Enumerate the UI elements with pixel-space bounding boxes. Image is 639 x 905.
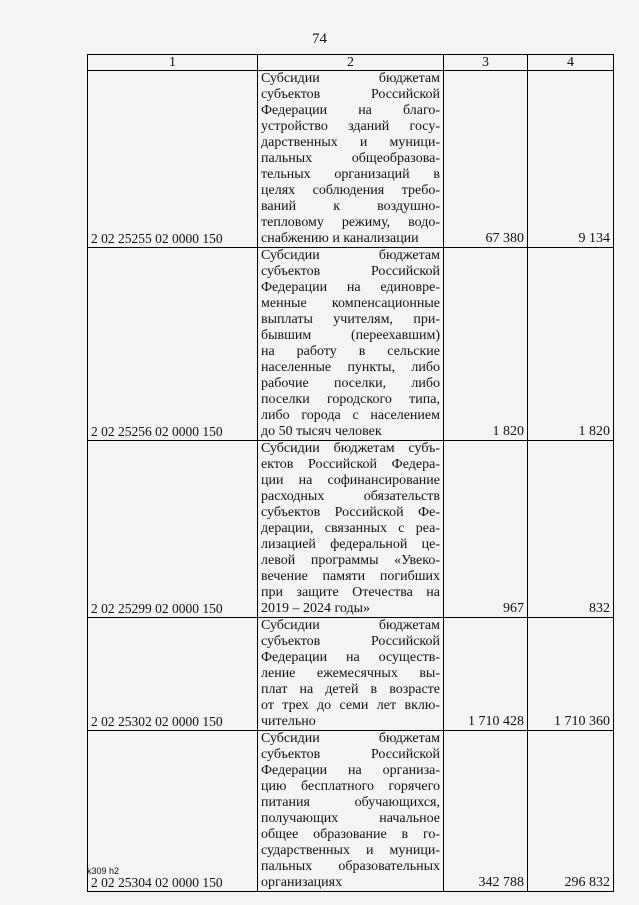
budget-code-cell: 2 02 25299 02 0000 150 bbox=[88, 441, 258, 618]
budget-code-cell: 2 02 25255 02 0000 150 bbox=[88, 71, 258, 248]
description-line: пальных образовательных bbox=[261, 859, 440, 874]
description-line: ление ежемесячных вы- bbox=[261, 666, 440, 681]
header-row bbox=[88, 55, 614, 71]
budget-code-cell: 2 02 25304 02 0000 150 bbox=[88, 731, 258, 892]
description-line: тепловому режиму, водо- bbox=[261, 215, 440, 230]
description-line: до 50 тысяч человек bbox=[261, 424, 382, 439]
description-line: снабжению и канализации bbox=[261, 231, 419, 246]
amount-col-4: 9 134 bbox=[528, 71, 614, 248]
description-line: устройство зданий госу- bbox=[261, 119, 440, 134]
description-line: 2019 – 2024 годы» bbox=[261, 601, 371, 616]
amount-col-3: 67 380 bbox=[444, 71, 528, 248]
description-line: населенные пункты, либо bbox=[261, 360, 440, 375]
description-line: вечение памяти погибших bbox=[261, 569, 440, 584]
amount-col-4: 1 820 bbox=[528, 248, 614, 441]
description-cell bbox=[258, 441, 444, 618]
description-cell bbox=[258, 71, 444, 248]
header-col-2: 2 bbox=[258, 55, 444, 71]
amount-col-4: 1 710 360 bbox=[528, 618, 614, 731]
budget-table bbox=[87, 54, 614, 892]
amount-col-3: 1 710 428 bbox=[444, 618, 528, 731]
description-line: питания обучающихся, bbox=[261, 795, 440, 810]
description-line: либо города с населением bbox=[261, 408, 440, 423]
budget-code-cell: 2 02 25256 02 0000 150 bbox=[88, 248, 258, 441]
amount-col-4: 832 bbox=[528, 441, 614, 618]
description-line: общее образование в го- bbox=[261, 827, 440, 842]
description-line: Федерации на организа- bbox=[261, 763, 440, 778]
description-line: Субсидии бюджетам субъ- bbox=[261, 441, 440, 456]
description-line: Федерации на благо- bbox=[261, 103, 440, 118]
description-line: цию бесплатного горячего bbox=[261, 779, 440, 794]
table-row bbox=[88, 248, 614, 441]
amount-col-3: 967 bbox=[444, 441, 528, 618]
description-cell bbox=[258, 731, 444, 892]
description-line: организациях bbox=[261, 875, 343, 890]
description-line: левой программы «Увеко- bbox=[261, 553, 440, 568]
table-row bbox=[88, 618, 614, 731]
description-cell bbox=[258, 618, 444, 731]
description-line: дарственных и муници- bbox=[261, 135, 440, 150]
description-line: субъектов Российской bbox=[261, 264, 440, 279]
description-line: лизацией федеральной це- bbox=[261, 537, 440, 552]
page-number: 74 bbox=[312, 31, 327, 47]
footer-code: k309 h2 bbox=[87, 866, 120, 876]
description-line: дерации, связанных с реа- bbox=[261, 521, 440, 536]
description-line: чительно bbox=[261, 714, 316, 729]
amount-col-3: 342 788 bbox=[444, 731, 528, 892]
description-line: сударственных и муници- bbox=[261, 843, 440, 858]
budget-code-cell: 2 02 25302 02 0000 150 bbox=[88, 618, 258, 731]
description-line: плат на детей в возрасте bbox=[261, 682, 440, 697]
description-line: Субсидии бюджетам bbox=[261, 248, 440, 263]
description-line: поселки городского типа, bbox=[261, 392, 440, 407]
description-line: Федерации на единовре- bbox=[261, 280, 440, 295]
description-line: от трех до семи лет вклю- bbox=[261, 698, 440, 713]
description-line: выплаты учителям, при- bbox=[261, 312, 440, 327]
table-row bbox=[88, 71, 614, 248]
description-line: Субсидии бюджетам bbox=[261, 731, 440, 746]
description-line: ектов Российской Федера- bbox=[261, 457, 440, 472]
table-row bbox=[88, 441, 614, 618]
description-line: субъектов Российской bbox=[261, 747, 440, 762]
description-line: при защите Отечества на bbox=[261, 585, 440, 600]
description-line: целях соблюдения требо- bbox=[261, 183, 440, 198]
description-line: Федерации на осуществ- bbox=[261, 650, 440, 665]
description-cell bbox=[258, 248, 444, 441]
description-line: ваний к воздушно- bbox=[261, 199, 440, 214]
description-line: бывшим (переехавшим) bbox=[261, 328, 440, 343]
description-line: ции на софинансирование bbox=[261, 473, 440, 488]
description-line: получающих начальное bbox=[261, 811, 440, 826]
table-body bbox=[88, 71, 614, 892]
description-line: тельных организаций в bbox=[261, 167, 440, 182]
description-line: пальных общеобразова- bbox=[261, 151, 440, 166]
description-line: Субсидии бюджетам bbox=[261, 71, 440, 86]
description-line: субъектов Российской Фе- bbox=[261, 505, 440, 520]
amount-col-4: 296 832 bbox=[528, 731, 614, 892]
description-line: субъектов Российской bbox=[261, 87, 440, 102]
description-line: расходных обязательств bbox=[261, 489, 440, 504]
header-col-3: 3 bbox=[444, 55, 528, 71]
header-col-1: 1 bbox=[88, 55, 258, 71]
description-line: Субсидии бюджетам bbox=[261, 618, 440, 633]
table-row bbox=[88, 731, 614, 892]
description-line: менные компенсационные bbox=[261, 296, 440, 311]
description-line: субъектов Российской bbox=[261, 634, 440, 649]
amount-col-3: 1 820 bbox=[444, 248, 528, 441]
header-col-4: 4 bbox=[528, 55, 614, 71]
description-line: на работу в сельские bbox=[261, 344, 440, 359]
description-line: рабочие поселки, либо bbox=[261, 376, 440, 391]
